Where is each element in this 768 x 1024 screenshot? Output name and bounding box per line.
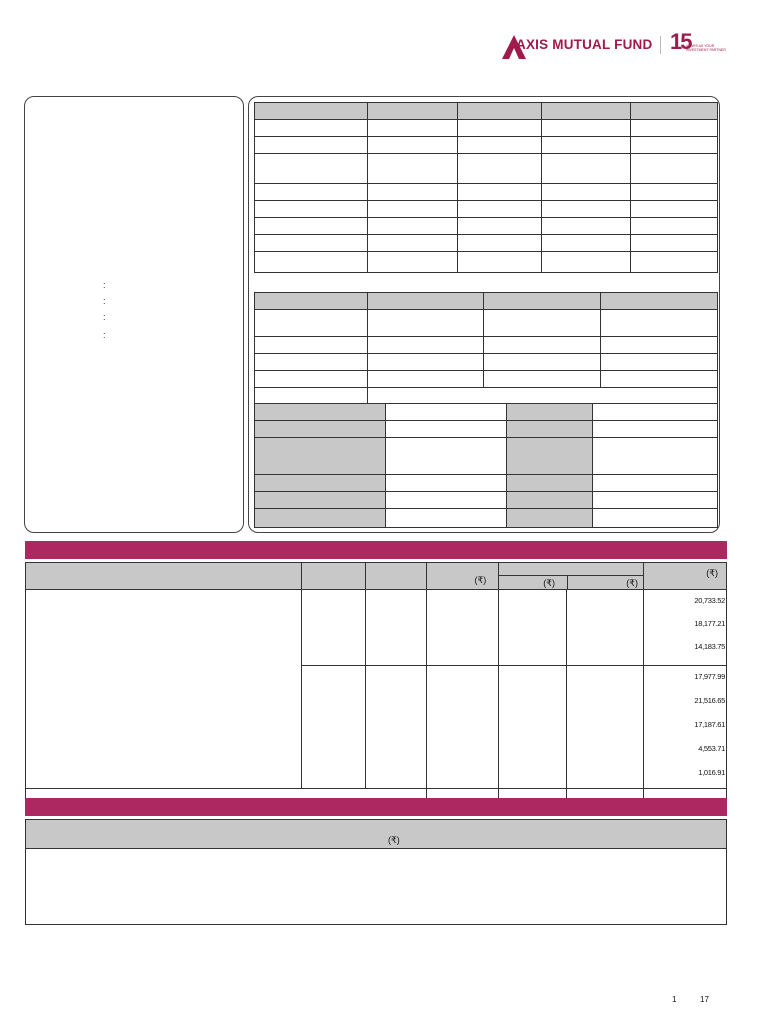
currency-symbol: (₹): [706, 567, 718, 578]
holding-value: 20,733.52: [694, 596, 725, 605]
anniversary-number: 15: [670, 29, 691, 54]
holding-value: 21,516.65: [694, 696, 725, 705]
summary-grid-2: [254, 292, 718, 404]
anniversary-tagline: YEARS AS YOUR INVESTMENT PARTNER: [686, 44, 726, 52]
holding-value: 14,183.75: [694, 642, 725, 651]
holding-value: 18,177.21: [694, 619, 725, 628]
transactions-header: [25, 819, 727, 849]
brand-name: AXIS MUTUAL FUND: [516, 37, 653, 52]
currency-symbol: (₹): [543, 578, 555, 588]
transactions-body: [25, 848, 727, 925]
investor-details-panel: [24, 96, 244, 533]
field-colon: :: [103, 296, 106, 306]
holding-value: 4,553.71: [698, 744, 725, 753]
holdings-table: [25, 562, 727, 804]
page-number: 1: [672, 995, 677, 1004]
currency-symbol: (₹): [626, 578, 638, 588]
section-header-bar: [25, 541, 727, 559]
field-colon: :: [103, 280, 106, 290]
section-header-bar: [25, 798, 727, 816]
field-colon: :: [103, 312, 106, 322]
holding-value: 1,016.91: [698, 768, 725, 777]
holding-value: 17,977.99: [694, 672, 725, 681]
field-colon: :: [103, 330, 106, 340]
summary-grid-1: [254, 102, 718, 273]
currency-symbol: (₹): [474, 575, 487, 585]
logo-divider: [660, 36, 661, 54]
holding-value: 17,187.61: [694, 720, 725, 729]
total-pages: 17: [700, 995, 709, 1004]
summary-grid-3: [254, 403, 718, 528]
currency-symbol: (₹): [388, 835, 400, 845]
